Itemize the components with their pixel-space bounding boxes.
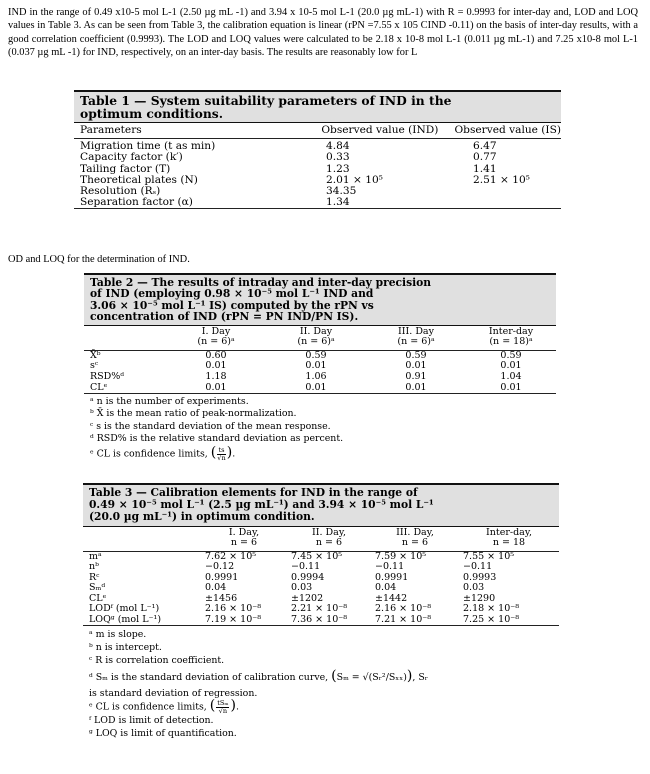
fraction-numerator: ts xyxy=(218,446,225,454)
footnote: ᵈ RSD% is the relative standard deviation as percent. xyxy=(90,432,344,444)
footnote: ᵈ Sₘ is the standard deviation of calibration curve, (Sₘ = √(Sᵣ²/Sₓₓ)), Sᵣ xyxy=(89,668,429,685)
table-1-cell: Separation factor (α) xyxy=(74,197,326,209)
table-2-cell: 0.59 xyxy=(305,349,327,361)
footnote: ᵃ n is the number of experiments. xyxy=(90,396,249,408)
footnote-text: ᵉ CL is confidence limits, xyxy=(90,448,208,460)
footnote-text: ᵉ CL is confidence limits, xyxy=(89,701,207,713)
table-3-cell: ±1442 xyxy=(375,592,408,604)
table-2-cell: 0.01 xyxy=(266,383,366,394)
footnote: ᵉ CL is confidence limits, ( $\frac{ts}{√n}$ ). xyxy=(90,444,236,462)
table-3-title xyxy=(83,483,559,527)
table-2-cell: 0.01 xyxy=(405,360,427,372)
table-3-cell: 2.18 × 10⁻⁸ xyxy=(463,603,520,615)
table-3-row xyxy=(83,615,559,626)
table-3-cell: −0.11 xyxy=(291,561,321,573)
table-3-cell: 0.9994 xyxy=(291,571,325,583)
table-2-cell: 0.60 xyxy=(205,349,227,361)
table-3-title-line: 0.49 × 10⁻⁵ mol L⁻¹ (2.5 µg mL⁻¹) and 3.94 × 10⁻⁵ mol L⁻¹ xyxy=(89,498,434,512)
table-2-header-cell: II. Day (n = 6)ᵃ xyxy=(266,326,366,351)
table-3-cell: 0.03 xyxy=(291,582,313,594)
table-2-row xyxy=(84,372,556,383)
tail-paragraph: OD and LOQ for the determination of IND. xyxy=(8,254,190,265)
table-3-cell: 7.59 × 10⁵ xyxy=(375,550,427,562)
table-2-cell: CLᵉ xyxy=(84,383,166,394)
footnote-text: ᵈ Sₘ is the standard deviation of calibration curve, xyxy=(89,672,329,684)
fraction xyxy=(216,700,229,714)
table-1-cell: 34.35 xyxy=(326,185,357,198)
table-1-cell: 1.23 xyxy=(326,162,350,175)
table-3-cell: LODᶠ (mol L⁻¹) xyxy=(89,603,160,615)
table-1-row xyxy=(74,152,561,163)
table-1-body xyxy=(74,141,561,209)
table-1 xyxy=(74,90,561,209)
table-2-cell: 0.01 xyxy=(205,360,227,372)
fraction-denominator: √n xyxy=(218,706,228,715)
fraction xyxy=(217,447,225,461)
table-2-cell: 0.01 xyxy=(166,383,266,394)
table-3-cell: 7.55 × 10⁵ xyxy=(463,550,515,562)
table-2 xyxy=(84,273,556,461)
table-1-cell: Tailing factor (T) xyxy=(80,162,171,175)
table-2-cell: 0.01 xyxy=(305,360,327,372)
footnote: ᵍ LOQ is limit of quantification. xyxy=(89,728,237,740)
table-2-header-cell: I. Day (n = 6)ᵃ xyxy=(166,326,266,351)
table-2-cell: 1.06 xyxy=(305,371,327,382)
table-2-header-cell: Inter-day (n = 18)ᵃ xyxy=(466,326,556,351)
table-3-cell: 7.25 × 10⁻⁸ xyxy=(459,615,559,626)
table-3-cell: 0.04 xyxy=(205,582,227,594)
footnote: is standard deviation of regression. xyxy=(89,688,258,700)
table-3-cell: 2.16 × 10⁻⁸ xyxy=(375,603,432,615)
table-1-grid xyxy=(74,123,561,139)
table-3-cell: nᵇ xyxy=(89,561,99,573)
table-2-cell: 0.59 xyxy=(500,349,522,361)
table-1-header-cell: Observed value (IND) xyxy=(305,123,454,139)
table-3-cell: Rᶜ xyxy=(89,571,100,583)
table-2-cell: X̄ᵇ xyxy=(90,349,101,361)
table-2-cell: 0.59 xyxy=(405,349,427,361)
intro-paragraph: IND in the range of 0.49 x10-5 mol L-1 (2.50 µg mL -1) and 3.94 x 10-5 mol L-1 (20.0 µg mL-1) with R = 0.9993 for inter-day and, LOD and LOQ values in Table 3. As can be seen from Table 3, the calibration equation is linear (rPN =7.55 x 105 CIND -0.11) on the basis of inter-day results, with a good correlation coefficient (0.9993). The LOD and LOQ values were calculated to be 2.18 x 10-8 mol L-1 (0.011 µg mL-1) and 7.25 x10-8 mol L-1 (0.037 µg mL -1) for IND, respectively, on an inter-day basis. The results are reasonably low for L xyxy=(8,7,638,59)
table-2-cell: 0.01 xyxy=(466,383,556,394)
fraction-denominator: √n xyxy=(217,453,226,462)
table-2-title-line: of IND (employing 0.98 × 10⁻⁵ mol L⁻¹ IND and xyxy=(90,287,374,301)
footnote-text: , Sᵣ xyxy=(412,672,429,684)
table-3-header-cell: I. Day, n = 6 xyxy=(201,527,287,552)
footnote: ᶜ R is correlation coefficient. xyxy=(89,655,225,667)
table-2-row xyxy=(84,383,556,394)
table-3-cell: ±1456 xyxy=(205,592,238,604)
table-1-row xyxy=(74,197,561,209)
table-3-header-cell xyxy=(83,527,201,552)
table-2-title-line: 3.06 × 10⁻⁵ mol L⁻¹ IS) computed by the rPN vs xyxy=(90,298,374,312)
table-2-header-cell: III. Day (n = 6)ᵃ xyxy=(366,326,466,351)
table-3-cell: −0.12 xyxy=(205,561,235,573)
table-3-footnotes xyxy=(83,626,559,740)
footnote: ᵇ n is intercept. xyxy=(89,642,162,654)
footnote: ᵉ CL is confidence limits, ( $\frac{\text{tSₘ}}{√n}$ ). xyxy=(89,697,239,715)
footnote: ᵇ X̄ is the mean ratio of peak-normalization. xyxy=(90,408,297,420)
table-1-title-line: optimum conditions. xyxy=(80,105,223,121)
table-2-cell: RSD%ᵈ xyxy=(90,371,125,382)
table-3-cell: Sₘᵈ xyxy=(89,582,106,594)
table-1-cell: 6.47 xyxy=(473,140,497,153)
table-3-cell: ±1202 xyxy=(291,592,324,604)
table-1-header-cell: Parameters xyxy=(74,123,305,139)
table-1-cell: 1.34 xyxy=(326,197,473,209)
table-2-title xyxy=(84,273,556,326)
table-3-cell: 7.62 × 10⁵ xyxy=(205,550,257,562)
table-3-header-row xyxy=(83,527,559,552)
table-1-cell: 0.33 xyxy=(326,151,350,164)
footnote: ᶜ s is the standard deviation of the mean response. xyxy=(90,420,331,432)
table-2-cell: 1.18 xyxy=(205,371,227,382)
table-2-cell: 0.01 xyxy=(366,383,466,394)
table-3-cell: 7.19 × 10⁻⁸ xyxy=(201,615,287,626)
table-2-grid xyxy=(84,326,556,395)
table-2-header-row xyxy=(84,326,556,351)
table-1-header-cell: Observed value (IS) xyxy=(455,123,562,139)
table-3 xyxy=(83,483,559,740)
table-1-cell: Capacity factor (k′) xyxy=(80,151,183,164)
table-3-cell: LOQᵍ (mol L⁻¹) xyxy=(83,615,201,626)
table-3-cell: 7.36 × 10⁻⁸ xyxy=(287,615,371,626)
table-1-header-row xyxy=(74,123,561,139)
table-1-cell: Migration time (t as min) xyxy=(80,140,216,153)
table-1-title xyxy=(74,90,561,123)
table-3-cell: −0.11 xyxy=(375,561,405,573)
footnote: ᵃ m is slope. xyxy=(89,629,147,641)
table-2-header-cell xyxy=(84,326,166,351)
table-3-cell: 2.16 × 10⁻⁸ xyxy=(205,603,262,615)
table-3-cell: ±1290 xyxy=(463,592,496,604)
table-2-cell: sᶜ xyxy=(90,360,99,372)
table-2-title-line: concentration of IND (rPN = PN IND/PN IS). xyxy=(90,310,359,324)
table-3-cell: 0.03 xyxy=(463,582,485,594)
table-3-cell: 7.21 × 10⁻⁸ xyxy=(371,615,459,626)
table-1-cell: 2.01 × 10⁵ xyxy=(326,173,383,186)
table-3-cell: 0.9993 xyxy=(463,571,497,583)
table-1-title-line: Table 1 — System suitability parameters of IND in the xyxy=(80,93,452,108)
table-3-cell: 0.04 xyxy=(375,582,397,594)
table-2-footnotes xyxy=(84,394,556,461)
table-3-cell: −0.11 xyxy=(463,561,493,573)
fraction-numerator: tSₘ xyxy=(217,699,229,708)
table-3-title-line: Table 3 — Calibration elements for IND in the range of xyxy=(89,486,418,499)
table-1-cell: 4.84 xyxy=(326,140,350,153)
table-1-cell: 1.41 xyxy=(473,162,497,175)
table-3-cell: 0.9991 xyxy=(205,571,239,583)
formula: Sₘ = √(Sᵣ²/Sₓₓ) xyxy=(336,672,407,684)
table-3-cell: mᵃ xyxy=(89,550,102,562)
table-1-cell: 2.51 × 10⁵ xyxy=(473,173,530,186)
table-2-cell: 0.01 xyxy=(500,360,522,372)
table-1-cell: 0.77 xyxy=(473,151,497,164)
table-3-title-line: (20.0 µg mL⁻¹) in optimum condition. xyxy=(89,510,315,524)
table-3-grid xyxy=(83,527,559,627)
table-3-cell: 7.45 × 10⁵ xyxy=(291,550,343,562)
table-3-header-cell: II. Day, n = 6 xyxy=(287,527,371,552)
table-2-title-line: Table 2 — The results of intraday and inter-day precision xyxy=(90,276,432,289)
table-3-row xyxy=(83,573,559,584)
table-1-cell: Theoretical plates (N) xyxy=(80,173,198,186)
table-3-cell: 2.21 × 10⁻⁸ xyxy=(291,603,348,615)
table-2-cell: 1.04 xyxy=(500,371,522,382)
table-3-header-cell: III. Day, n = 6 xyxy=(371,527,459,552)
footnote: ᶠ LOD is limit of detection. xyxy=(89,715,214,727)
table-3-cell: CLᵉ xyxy=(89,592,107,604)
table-3-header-cell: Inter-day, n = 18 xyxy=(459,527,559,552)
table-1-cell: Resolution (Rₛ) xyxy=(80,185,161,198)
table-1-cell xyxy=(473,186,561,197)
table-1-cell xyxy=(473,197,561,209)
table-3-cell: 0.9991 xyxy=(375,571,409,583)
table-2-cell: 0.91 xyxy=(405,371,427,382)
